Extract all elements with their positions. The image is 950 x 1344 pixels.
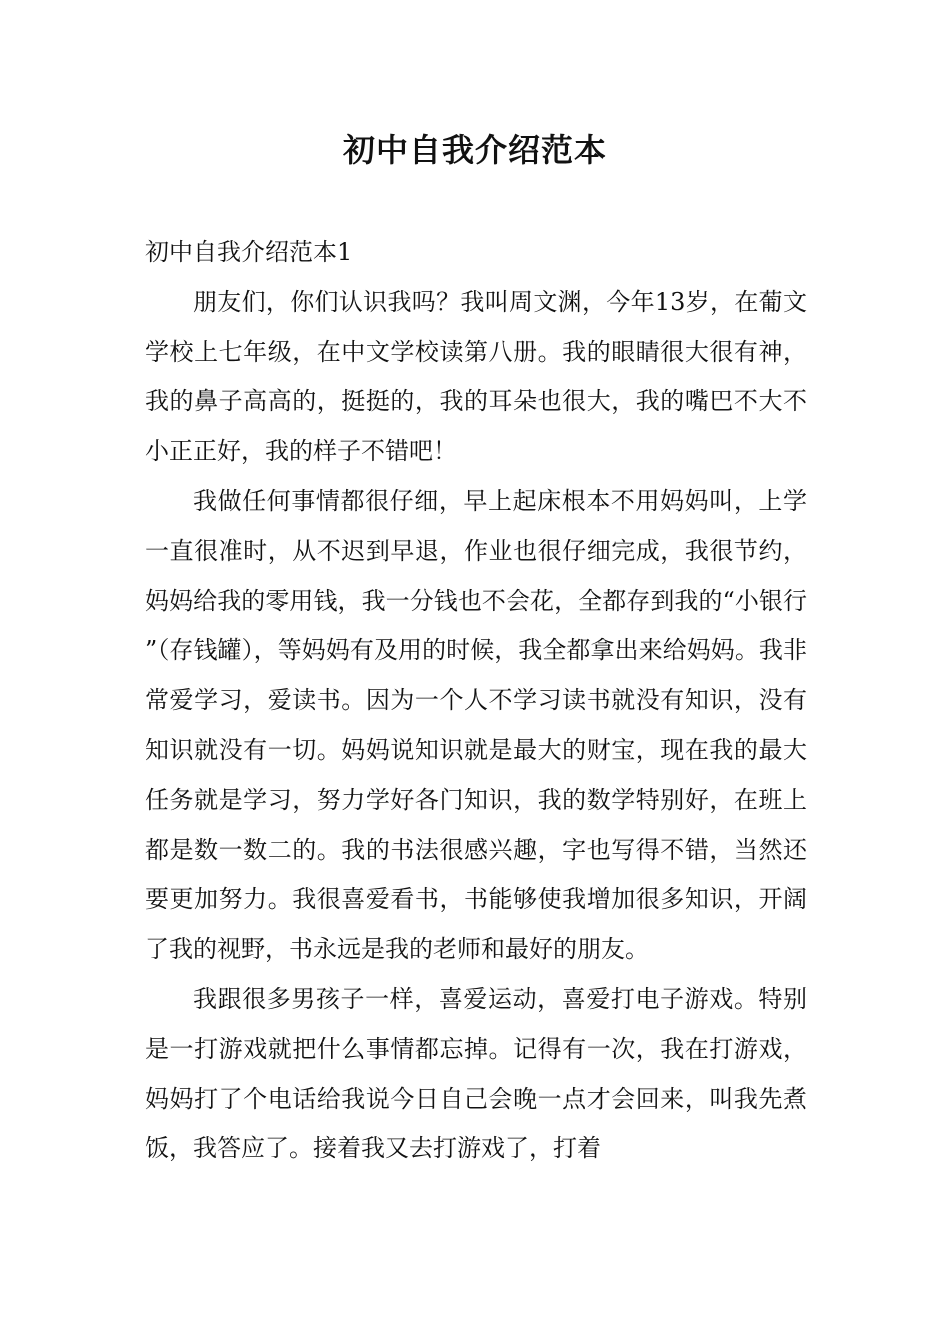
document-title: 初中自我介绍范本 <box>342 131 607 169</box>
section-heading: 初中自我介绍范本1 <box>145 238 353 266</box>
document-body <box>145 228 807 1174</box>
paragraph-1: 朋友们，你们认识我吗？我叫周文渊，今年13岁，在葡文学校上七年级，在中文学校读第八册。我的眼睛很大很有神，我的鼻子高高的，挺挺的，我的耳朵也很大，我的嘴巴不大不小正正好，我的样子不错吧！ <box>145 287 807 466</box>
paragraph-3: 我跟很多男孩子一样，喜爱运动，喜爱打电子游戏。特别是一打游戏就把什么事情都忘掉。记得有一次，我在打游戏，妈妈打了个电话给我说今日自己会晚一点才会回来，叫我先煮饭，我答应了。接着我又去打游戏了，打着 <box>145 984 807 1163</box>
paragraph-2: 我做任何事情都很仔细，早上起床根本不用妈妈叫，上学一直很准时，从不迟到早退，作业也很仔细完成，我很节约，妈妈给我的零用钱，我一分钱也不会花，全都存到我的“小银行”（存钱罐），等妈妈有及用的时候，我全都拿出来给妈妈。我非常爱学习，爱读书。因为一个人不学习读书就没有知识，没有知识就没有一切。妈妈说知识就是最大的财宝，现在我的最大任务就是学习，努力学好各门知识，我的数学特别好，在班上都是数一数二的。我的书法很感兴趣，字也写得不错，当然还要更加努力。我很喜爱看书，书能够使我增加很多知识，开阔了我的视野，书永远是我的老师和最好的朋友。 <box>145 486 807 964</box>
